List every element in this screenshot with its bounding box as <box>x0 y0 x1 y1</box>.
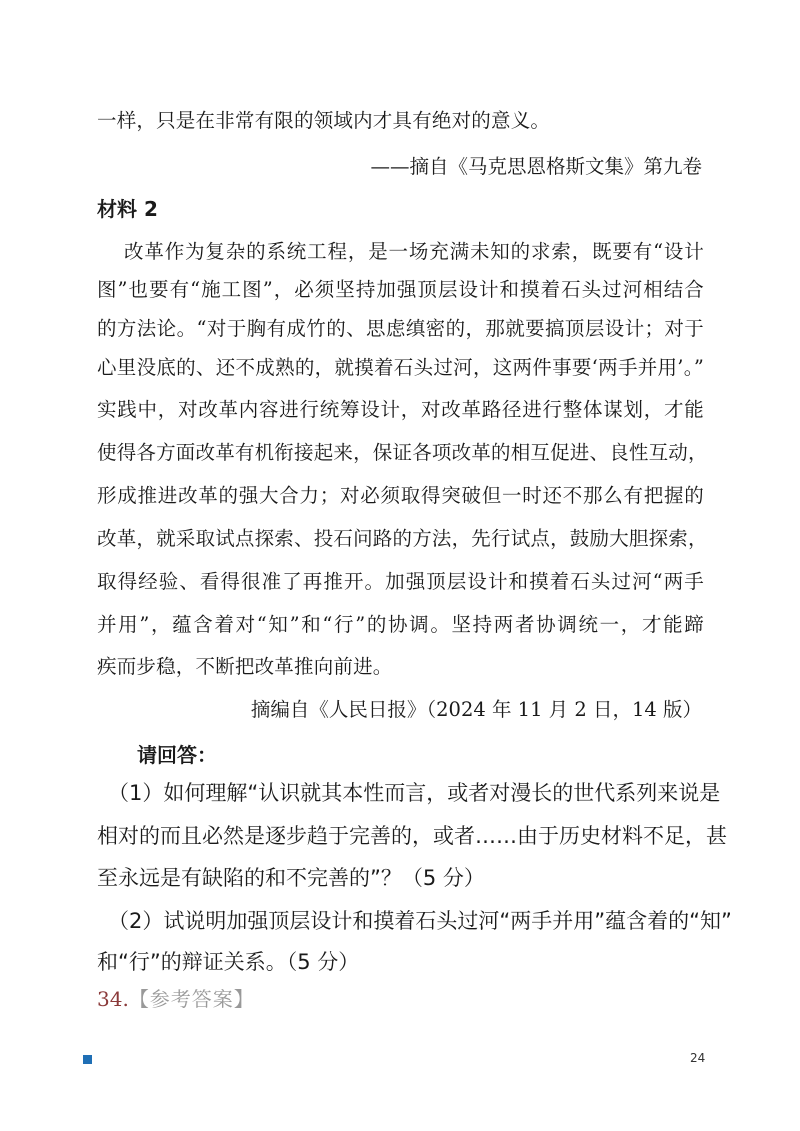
body-line: 改革作为复杂的系统工程，是一场充满未知的求索，既要有“设计 <box>124 240 704 263</box>
material1-last-line: 一样，只是在非常有限的领域内才具有绝对的意义。 <box>97 109 551 132</box>
question-1-line: 至永远是有缺陷的和不完善的”？（5 分） <box>97 866 485 890</box>
question-1-line: 相对的而且必然是逐步趋于完善的，或者……由于历史材料不足，甚 <box>97 824 727 848</box>
question-2-line: 和“行”的辩证关系。（5 分） <box>97 950 360 974</box>
body-line: 使得各方面改革有机衔接起来，保证各项改革的相互促进、良性互动， <box>97 441 708 464</box>
body-line: 并用”，蕴含着对“知”和“行”的协调。坚持两者协调统一，才能蹄 <box>97 613 704 636</box>
material2-heading: 材料 2 <box>97 197 158 221</box>
body-line: 的方法论。“对于胸有成竹的、思虑缜密的，那就要搞顶层设计；对于 <box>97 317 704 340</box>
body-line: 改革，就采取试点探索、投石问路的方法，先行试点，鼓励大胆探索， <box>97 527 708 550</box>
questions-prompt: 请回答： <box>137 743 217 767</box>
body-line: 形成推进改革的强大合力；对必须取得突破但一时还不那么有把握的 <box>97 484 704 507</box>
answer-number: 34. <box>97 987 129 1011</box>
body-line: 取得经验、看得很准了再推开。加强顶层设计和摸着石头过河“两手 <box>97 570 704 593</box>
answer-label: 【参考答案】 <box>128 987 255 1011</box>
page-number: 24 <box>690 1051 706 1065</box>
body-line: 图”也要有“施工图”，必须坚持加强顶层设计和摸着石头过河相结合 <box>97 278 704 301</box>
material1-source: ——摘自《马克思恩格斯文集》第九卷 <box>370 155 702 178</box>
body-line: 实践中，对改革内容进行统筹设计，对改革路径进行整体谋划，才能 <box>97 398 704 421</box>
body-line: 心里没底的、还不成熟的，就摸着石头过河，这两件事要‘两手并用’。” <box>97 356 704 379</box>
material2-source: 摘编自《人民日报》（2024 年 11 月 2 日，14 版） <box>250 698 702 721</box>
question-2-line: （2）试说明加强顶层设计和摸着石头过河“两手并用”蕴含着的“知” <box>108 909 732 933</box>
question-1-line: （1）如何理解“认识就其本性而言，或者对漫长的世代系列来说是 <box>108 781 721 805</box>
footer-square-icon <box>83 1055 92 1064</box>
body-line: 疾而步稳，不断把改革推向前进。 <box>97 655 393 678</box>
answer-header <box>97 983 255 1012</box>
